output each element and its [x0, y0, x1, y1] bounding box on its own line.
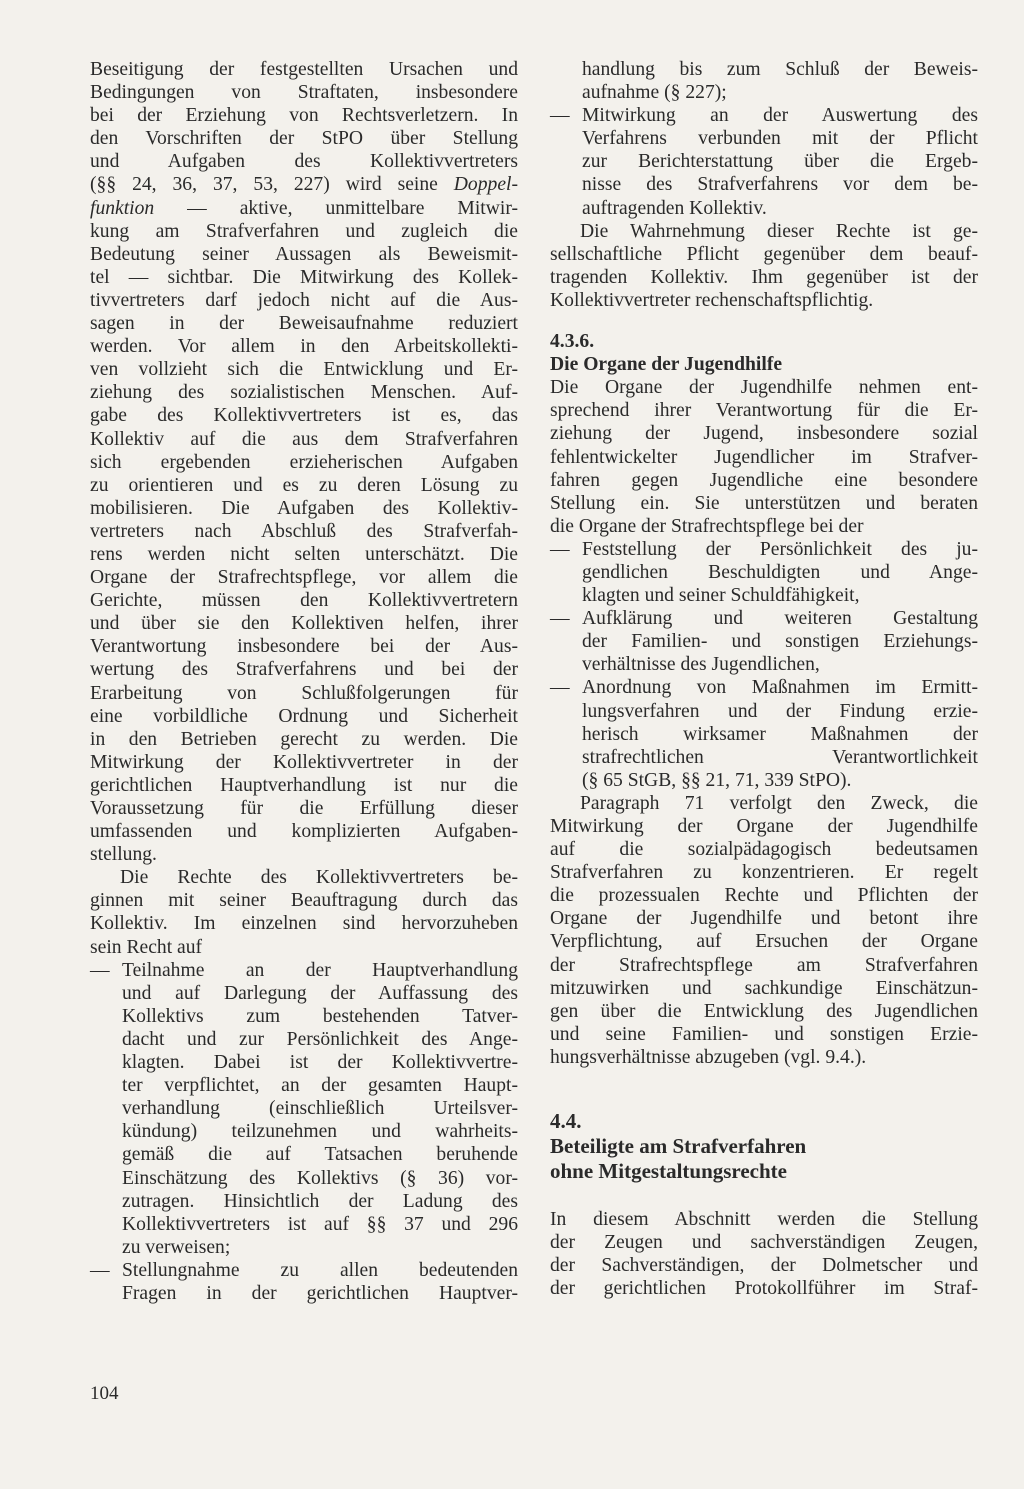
section-heading — [550, 330, 978, 353]
line-text: Beteiligte am Strafverfahren — [550, 1134, 807, 1159]
line-text: verhandlung (einschließlich Urteilsver- — [122, 1098, 518, 1120]
line-text: gen über die Entwicklung des Jugendlichen — [550, 1000, 978, 1022]
line-text: Kollektivs zum bestehenden Tatver- — [122, 1005, 518, 1027]
line-text: gendlichen Beschuldigten und Ange- — [582, 561, 978, 583]
text-line — [90, 543, 518, 566]
line-text: vertreters nach Abschluß des Strafverfah- — [90, 520, 518, 542]
line-text: handlung bis zum Schluß der Beweis- — [582, 59, 978, 80]
text-line — [90, 1143, 518, 1166]
line-text: stellung. — [90, 844, 157, 866]
line-text: funktion — aktive, unmittelbare Mitwir- — [90, 197, 518, 219]
text-line — [90, 243, 518, 266]
text-line — [550, 630, 978, 653]
line-text: mobilisieren. Die Aufgaben des Kollektiv- — [90, 497, 518, 519]
line-text: Feststellung der Persönlichkeit des ju- — [582, 538, 978, 560]
line-text: zur Berichterstattung über die Ergeb- — [582, 151, 978, 173]
text-line — [550, 81, 978, 104]
line-text: Aufklärung und weiteren Gestaltung — [582, 608, 978, 630]
line-text: kündung) teilzunehmen und wahrheits- — [122, 1121, 518, 1143]
text-line — [90, 682, 518, 705]
line-text: 4.4. — [550, 1109, 582, 1134]
line-text: Stellungnahme zu allen bedeutenden — [122, 1259, 518, 1281]
line-text: kung am Strafverfahren und zugleich die — [90, 220, 518, 242]
line-text: Die Wahrnehmung dieser Rechte ist ge- — [580, 220, 978, 242]
text-line — [550, 150, 978, 173]
bullet-dash: — — [90, 1259, 110, 1281]
text-line — [550, 907, 978, 930]
text-line — [90, 612, 518, 635]
line-text: klagten und seiner Schuldfähigkeit, — [582, 585, 860, 607]
text-line — [90, 358, 518, 381]
text-line — [550, 243, 978, 266]
line-text: der gerichtlichen Protokollführer im Straf- — [550, 1278, 978, 1300]
text-line — [550, 1208, 978, 1231]
line-text: ziehung des sozialistischen Menschen. Auf- — [90, 382, 518, 404]
line-text: Kollektivvertreters ist auf §§ 37 und 296 — [122, 1213, 518, 1235]
text-line — [550, 1046, 978, 1069]
text-line — [550, 954, 978, 977]
text-line — [90, 81, 518, 104]
text-line — [90, 820, 518, 843]
text-line — [550, 469, 978, 492]
line-text: (§§ 24, 36, 37, 53, 227) wird seine Doppel- — [90, 174, 518, 196]
right-column — [550, 58, 978, 1300]
list-item — [90, 959, 518, 982]
text-line — [550, 1254, 978, 1277]
text-line — [550, 1277, 978, 1300]
line-text: Mitwirkung der Organe der Jugendhilfe — [550, 816, 978, 837]
text-line — [90, 1005, 518, 1028]
text-line — [550, 930, 978, 953]
line-text: klagten. Dabei ist der Kollektivvertre- — [122, 1052, 518, 1074]
line-text: auf die sozialpädagogisch bedeutsamen — [550, 839, 978, 861]
line-text: Gerichte, müssen den Kollektivvertretern — [90, 590, 518, 612]
text-line — [550, 746, 978, 769]
text-line — [90, 266, 518, 289]
line-text: gerichtlichen Hauptverhandlung ist nur die — [90, 774, 518, 796]
text-line — [550, 884, 978, 907]
section-heading — [550, 353, 978, 376]
text-line — [550, 815, 978, 838]
line-text: und Aufgaben des Kollektivvertreters — [90, 151, 518, 173]
line-text: Fragen in der gerichtlichen Hauptver- — [122, 1282, 518, 1304]
text-line — [90, 1236, 518, 1259]
section-heading — [550, 1159, 978, 1184]
text-line — [90, 335, 518, 358]
text-line — [550, 399, 978, 422]
text-line — [90, 404, 518, 427]
line-text: Die Rechte des Kollektivvertreters be- — [120, 867, 518, 889]
line-text: Teilnahme an der Hauptverhandlung — [122, 959, 518, 981]
line-text: sprechend ihrer Verantwortung für die Er- — [550, 400, 978, 422]
text-line — [90, 1282, 518, 1305]
text-line — [550, 561, 978, 584]
text-line — [90, 658, 518, 681]
line-text: Die Organe der Jugendhilfe nehmen ent- — [550, 377, 978, 399]
line-text: sich ergebenden erzieherischen Aufgaben — [90, 451, 518, 473]
line-text: die Organe der Strafrechtspflege bei der — [550, 515, 864, 537]
text-line — [90, 1097, 518, 1120]
line-text: Bedingungen von Straftaten, insbesondere — [90, 82, 518, 104]
text-line — [90, 428, 518, 451]
text-line — [90, 1051, 518, 1074]
text-line — [90, 58, 518, 81]
line-text: Bedeutung seiner Aussagen als Beweismit- — [90, 243, 518, 265]
text-line — [90, 728, 518, 751]
line-text: Stellung ein. Sie unterstützen und beraten — [550, 492, 978, 514]
text-line — [550, 861, 978, 884]
line-text: Die Organe der Jugendhilfe — [550, 354, 783, 376]
text-line — [550, 653, 978, 676]
line-text: ven vollzieht sich die Entwicklung und Er- — [90, 359, 518, 381]
line-text: tivvertreters darf jedoch nicht auf die Aus- — [90, 289, 518, 311]
line-text: gemäß die auf Tatsachen beruhende — [122, 1144, 518, 1166]
line-text: dacht und zur Persönlichkeit des Ange- — [122, 1028, 518, 1050]
left-column — [90, 58, 518, 1305]
text-line — [90, 150, 518, 173]
text-line — [90, 289, 518, 312]
line-text: verhältnisse des Jugendlichen, — [582, 654, 820, 676]
line-text: Mitwirkung an der Auswertung des — [582, 105, 978, 127]
line-text: der Strafrechtspflege am Strafverfahren — [550, 954, 978, 976]
text-line — [90, 474, 518, 497]
line-text: Paragraph 71 verfolgt den Zweck, die — [580, 792, 978, 814]
text-line — [550, 769, 978, 792]
bullet-dash: — — [550, 105, 570, 127]
line-text: Mitwirkung der Kollektivvertreter in der — [90, 751, 518, 773]
line-text: Verfahrens verbunden mit der Pflicht — [582, 128, 978, 150]
text-line — [90, 912, 518, 935]
section-heading — [550, 1109, 978, 1134]
line-text: zu verweisen; — [122, 1236, 231, 1258]
text-line — [90, 889, 518, 912]
text-line — [550, 422, 978, 445]
line-text: ginnen mit seiner Beauftragung durch das — [90, 890, 518, 912]
line-text: lungsverfahren und der Findung erzie- — [582, 700, 978, 722]
line-text: strafrechtlichen Verantwortlichkeit — [582, 746, 978, 768]
line-text: Organe der Strafrechtspflege, vor allem die — [90, 567, 518, 589]
text-line — [90, 1213, 518, 1236]
bullet-dash: — — [550, 608, 570, 630]
text-line — [90, 982, 518, 1005]
line-text: Kollektiv. Im einzelnen sind hervorzuheben — [90, 913, 518, 935]
text-line — [90, 936, 518, 959]
text-line — [550, 1231, 978, 1254]
line-text: ziehung der Jugend, insbesondere sozial — [550, 423, 978, 445]
line-text: 4.3.6. — [550, 331, 595, 353]
line-text: tragenden Kollektiv. Ihm gegenüber ist der — [550, 266, 978, 288]
text-line — [550, 197, 978, 220]
text-line — [90, 751, 518, 774]
line-text: Strafverfahren zu konzentrieren. Er regelt — [550, 862, 978, 884]
text-line — [90, 381, 518, 404]
text-line — [550, 173, 978, 196]
line-text: Kollektiv auf die aus dem Strafverfahren — [90, 428, 518, 450]
text-line — [550, 977, 978, 1000]
line-text: fehlentwickelter Jugendlicher im Strafver- — [550, 446, 978, 468]
text-line — [90, 797, 518, 820]
text-line — [550, 58, 978, 81]
text-line — [550, 792, 978, 815]
line-text: tel — sichtbar. Die Mitwirkung des Kollek- — [90, 266, 518, 288]
list-item — [90, 1259, 518, 1282]
text-line — [90, 1167, 518, 1190]
list-item — [550, 104, 978, 127]
text-line — [90, 635, 518, 658]
text-line — [550, 515, 978, 538]
text-line — [90, 1190, 518, 1213]
text-line — [90, 451, 518, 474]
line-text: Organe der Jugendhilfe und betont ihre — [550, 908, 978, 930]
line-text: zu orientieren und es zu deren Lösung zu — [90, 474, 518, 496]
line-text: Voraussetzung für die Erfüllung dieser — [90, 798, 518, 819]
text-line — [90, 843, 518, 866]
list-item — [550, 538, 978, 561]
section-heading — [550, 1134, 978, 1159]
bullet-dash: — — [550, 677, 570, 699]
text-line — [550, 376, 978, 399]
line-text: Verantwortung insbesondere bei der Aus- — [90, 636, 518, 658]
line-text: und über sie den Kollektiven helfen, ihrer — [90, 613, 518, 635]
text-line — [550, 289, 978, 312]
line-text: der Familien- und sonstigen Erziehungs- — [582, 631, 978, 653]
line-text: ohne Mitgestaltungsrechte — [550, 1159, 787, 1184]
text-line — [550, 266, 978, 289]
text-line — [550, 584, 978, 607]
line-text: ter verpflichtet, an der gesamten Haupt- — [122, 1075, 518, 1097]
line-text: umfassenden und komplizierten Aufgaben- — [90, 821, 518, 843]
text-line — [90, 520, 518, 543]
line-text: werden. Vor allem in den Arbeitskollekti- — [90, 336, 518, 358]
line-text: in den Betrieben gerecht zu werden. Die — [90, 728, 518, 750]
line-text: (§ 65 StGB, §§ 21, 71, 339 StPO). — [582, 769, 852, 791]
text-line — [550, 723, 978, 746]
text-line — [550, 492, 978, 515]
page-number: 104 — [90, 1383, 119, 1404]
text-line — [550, 700, 978, 723]
line-text: herisch wirksamer Maßnahmen der — [582, 723, 978, 745]
text-line — [550, 1000, 978, 1023]
line-text: Erarbeitung von Schlußfolgerungen für — [90, 682, 518, 704]
line-text: Einschätzung des Kollektivs (§ 36) vor- — [122, 1167, 518, 1189]
line-text: nisse des Strafverfahrens vor dem be- — [582, 174, 978, 196]
line-text: der Sachverständigen, der Dolmetscher und — [550, 1255, 978, 1277]
line-text: Kollektivvertreter rechenschaftspflichtig. — [550, 289, 874, 311]
text-line — [90, 1074, 518, 1097]
text-line — [550, 220, 978, 243]
text-line — [90, 312, 518, 335]
line-text: mitzuwirken und sachkundige Einschätzun- — [550, 977, 978, 999]
text-line — [90, 1120, 518, 1143]
text-line — [90, 566, 518, 589]
line-text: und auf Darlegung der Auffassung des — [122, 982, 518, 1004]
text-line — [90, 497, 518, 520]
text-line — [90, 220, 518, 243]
line-text: aufnahme (§ 227); — [582, 82, 727, 104]
line-text: gabe des Kollektivvertreters ist es, das — [90, 405, 518, 427]
line-text: sagen in der Beweisaufnahme reduziert — [90, 313, 518, 335]
line-text: die prozessualen Rechte und Pflichten der — [550, 885, 978, 907]
line-text: hungsverhältnisse abzugeben (vgl. 9.4.). — [550, 1046, 867, 1068]
line-text: eine vorbildliche Ordnung und Sicherheit — [90, 705, 518, 727]
line-text: Verpflichtung, auf Ersuchen der Organe — [550, 931, 978, 953]
line-text: auftragenden Kollektiv. — [582, 197, 767, 219]
line-text: der Zeugen und sachverständigen Zeugen, — [550, 1232, 978, 1254]
line-text: rens werden nicht selten unterschätzt. Die — [90, 543, 518, 565]
line-text: den Vorschriften der StPO über Stellung — [90, 128, 518, 150]
text-line — [90, 705, 518, 728]
bullet-dash: — — [550, 538, 570, 560]
line-text: Anordnung von Maßnahmen im Ermitt- — [582, 677, 978, 699]
line-text: sellschaftliche Pflicht gegenüber dem beauf- — [550, 243, 978, 265]
text-line — [90, 104, 518, 127]
text-line — [90, 589, 518, 612]
text-line — [550, 1023, 978, 1046]
line-text: zutragen. Hinsichtlich der Ladung des — [122, 1190, 518, 1212]
bullet-dash: — — [90, 959, 110, 981]
line-text: In diesem Abschnitt werden die Stellung — [550, 1209, 978, 1231]
text-line — [90, 127, 518, 150]
text-line — [90, 774, 518, 797]
line-text: fahren gegen Jugendliche eine besondere — [550, 469, 978, 491]
text-line — [90, 173, 518, 196]
line-text: wertung des Strafverfahrens und bei der — [90, 659, 518, 681]
line-text: Beseitigung der festgestellten Ursachen und — [90, 59, 518, 80]
line-text: sein Recht auf — [90, 936, 203, 958]
line-text: und seine Familien- und sonstigen Erzie- — [550, 1023, 978, 1045]
text-line — [550, 838, 978, 861]
text-line — [550, 127, 978, 150]
list-item — [550, 676, 978, 699]
text-line — [90, 197, 518, 220]
text-line — [550, 446, 978, 469]
text-line — [90, 866, 518, 889]
list-item — [550, 607, 978, 630]
line-text: bei der Erziehung von Rechtsverletzern. In — [90, 105, 518, 127]
text-line — [90, 1028, 518, 1051]
